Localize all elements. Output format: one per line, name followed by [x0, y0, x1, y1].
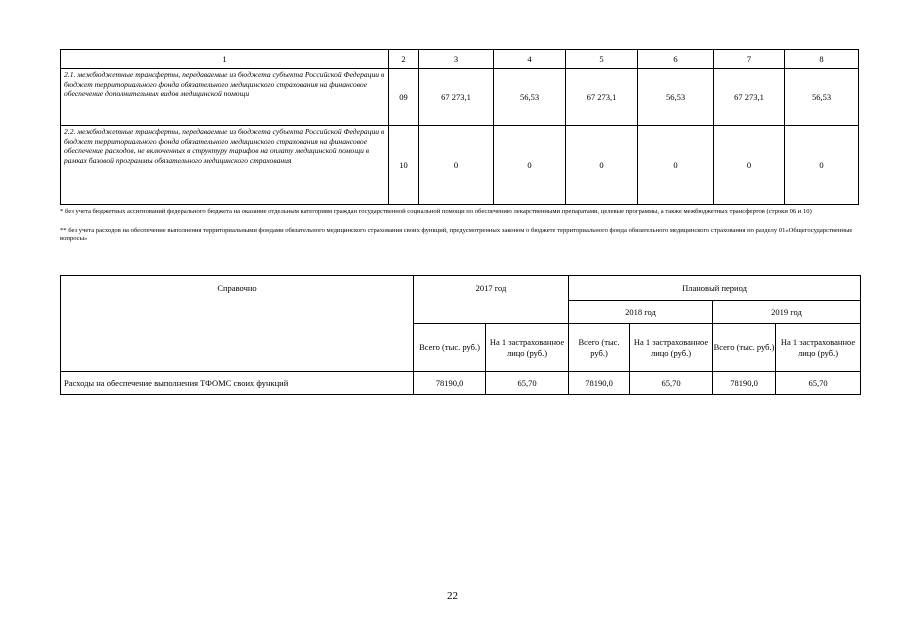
value-cell: 67 273,1 [714, 69, 785, 126]
table-row [61, 126, 859, 205]
value-cell: 0 [714, 126, 785, 205]
table-row [61, 372, 861, 395]
value-cell: 0 [638, 126, 714, 205]
reference-table [60, 275, 861, 395]
footnote-1: * без учета бюджетных ассигнований федерального бюджета на оказание отдельным категориям граждан государственной социальной помощи по обеспечению лекарственными препаратами, целевые программы, а также межбюджетных трансфертов (строки 06 и 10) [60, 208, 812, 215]
year-2017-header: 2017 год [414, 276, 569, 324]
table-row [61, 69, 859, 126]
header-cell: 8 [785, 50, 859, 69]
total-col-header: Всего (тыс. руб.) [569, 324, 630, 372]
header-cell: 5 [566, 50, 638, 69]
row-description: 2.2. межбюджетные трансферты, передаваемые из бюджета субъекта Российской Федерации в бюджет территориального фонда обязательного медицинского страхования на финансовое обеспечение расходов, не включенных в структуру тарифов на оплату медицинской помощи в рамках базовой программы обязательного медицинского страхования [61, 126, 389, 205]
value-cell: 0 [419, 126, 494, 205]
footnote-2: ** без учета расходов на обеспечение выполнения территориальными фондами обязательного медицинского страхования своих функций, предусмотренных законом о бюджете территориального фонда обязательного медицинского страхования по разделу 01«Общегосударственные вопросы» [60, 227, 853, 243]
per-insured-col-header: На 1 застрахованное лицо (руб.) [630, 324, 713, 372]
per-insured-col-header: На 1 застрахованное лицо (руб.) [776, 324, 861, 372]
value-cell: 67 273,1 [566, 69, 638, 126]
row-code: 09 [389, 69, 419, 126]
row-code: 10 [389, 126, 419, 205]
value-cell: 56,53 [638, 69, 714, 126]
value-cell: 56,53 [494, 69, 566, 126]
header-cell: 4 [494, 50, 566, 69]
plan-period-header: Плановый период [569, 276, 861, 301]
main-table [60, 49, 859, 205]
header-cell: 1 [61, 50, 389, 69]
value-cell: 65,70 [776, 372, 861, 395]
year-2018-header: 2018 год [569, 301, 713, 324]
value-cell: 0 [566, 126, 638, 205]
value-cell: 67 273,1 [419, 69, 494, 126]
header-cell: 7 [714, 50, 785, 69]
reference-header-row [61, 276, 861, 301]
total-col-header: Всего (тыс. руб.) [414, 324, 486, 372]
value-cell: 78190,0 [569, 372, 630, 395]
value-cell: 65,70 [630, 372, 713, 395]
table-header-row [61, 50, 859, 69]
value-cell: 65,70 [486, 372, 569, 395]
reference-label: Справочно [61, 276, 414, 372]
value-cell: 78190,0 [713, 372, 776, 395]
value-cell: 0 [785, 126, 859, 205]
value-cell: 56,53 [785, 69, 859, 126]
row-description: 2.1. межбюджетные трансферты, передаваемые из бюджета субъекта Российской Федерации в бюджет территориального фонда обязательного медицинского страхования на финансовое обеспечение дополнительных видов медицинской помощи [61, 69, 389, 126]
value-cell: 0 [494, 126, 566, 205]
year-2019-header: 2019 год [713, 301, 861, 324]
page-number: 22 [447, 590, 458, 602]
header-cell: 2 [389, 50, 419, 69]
value-cell: 78190,0 [414, 372, 486, 395]
header-cell: 3 [419, 50, 494, 69]
header-cell: 6 [638, 50, 714, 69]
row-label: Расходы на обеспечение выполнения ТФОМС своих функций [61, 372, 414, 395]
per-insured-col-header: На 1 застрахованное лицо (руб.) [486, 324, 569, 372]
total-col-header: Всего (тыс. руб.) [713, 324, 776, 372]
